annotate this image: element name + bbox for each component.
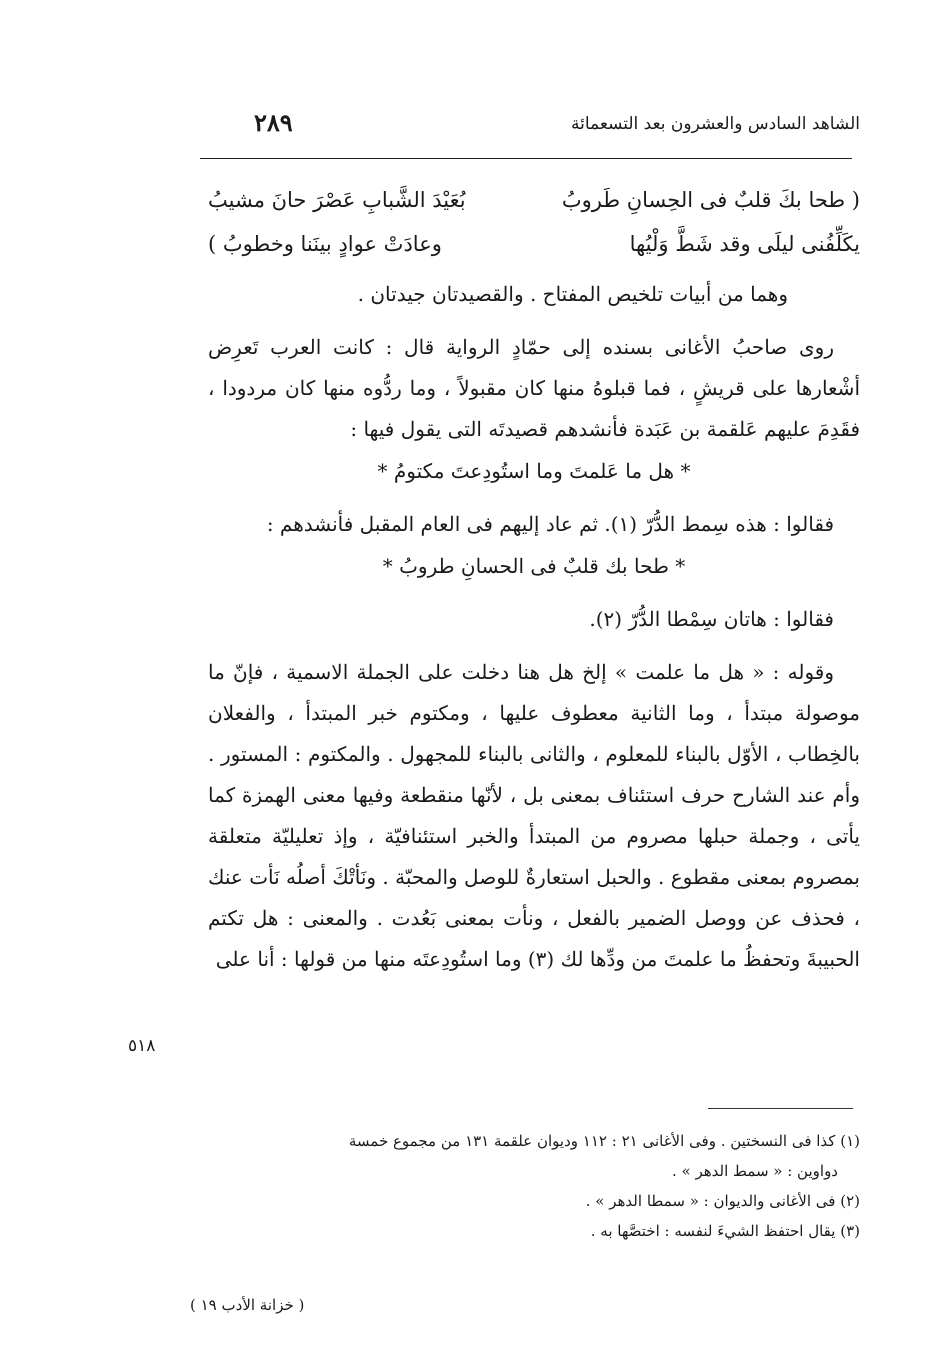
- footnotes: [200, 1126, 860, 1246]
- header-rule: [200, 158, 852, 159]
- footnote: (٢) فى الأغانى والديوان : « سمطا الدهر » .: [585, 1192, 860, 1210]
- main-text: [208, 178, 860, 980]
- paragraph: روى صاحبُ الأغانى بسنده إلى حمّادٍ الرواية قال : كانت العرب تَعرِض أشْعارها على قريشٍ ، فما قبلوهُ منها كان مقبولاً ، وما ردُّوه منها كان مردودا ، فقَدِمَ عليهم عَلقمة بن عَبَدة فأنشدهم قصيدتَه التى يقول فيها :: [208, 335, 860, 441]
- footnote-continuation: دواوين : « سمط الدهر » .: [672, 1162, 838, 1180]
- verse-line: [208, 222, 860, 266]
- page-number: ٢٨٩: [254, 108, 293, 137]
- margin-page-number: ٥١٨: [128, 1036, 156, 1056]
- verse-first-hemistich: ( طحا بكَ قلبٌ فى الحِسانِ طَروبُ: [561, 188, 860, 212]
- paragraph: فقالوا : هذه سِمط الدُّرّ (١). ثم عاد إليهم فى العام المقبل فأنشدهم :: [266, 512, 834, 536]
- spacer: [208, 492, 860, 504]
- verse-first-hemistich: يكَلِّفُنى ليلَى وقد شَطَّ وَلْيُها: [629, 232, 860, 256]
- paragraph: فقالوا : هاتان سِمْطا الدُّرّ (٢).: [589, 607, 834, 631]
- spacer: [208, 587, 860, 599]
- footnote: (٣) يقال احتفظ الشيءَ لنفسه : اختصَّها به .: [590, 1222, 860, 1240]
- verse-second-hemistich: بُعَيْدَ الشَّبابِ عَصْرَ حانَ مشيبُ: [208, 188, 466, 212]
- quoted-hemistich: * طحا بك قلبٌ فى الحسانِ طروبُ *: [382, 554, 686, 578]
- spacer: [208, 640, 860, 652]
- verse-line: [208, 178, 860, 222]
- paragraph: وهما من أبيات تلخيص المفتاح . والقصيدتان جيدتان .: [357, 282, 788, 306]
- page-header: [200, 108, 860, 148]
- footnote: (١) كذا فى النسختين . وفى الأغانى ٢١ : ١١٢ وديوان علقمة ١٣١ من مجموع خمسة: [348, 1132, 860, 1150]
- spacer: [208, 315, 860, 327]
- verse-second-hemistich: وعادَتْ عوادٍ بينَنا وخطوبُ ): [208, 232, 442, 256]
- paragraph: وقوله : « هل ما علمت » إلخ هل هنا دخلت على الجملة الاسمية ، فإنّ ما موصولة مبتدأ ، وما الثانية معطوف عليها ، ومكتوم خبر المبتدأ ، والفعلان بالخِطاب ، الأوّل بالبناء للمعلوم ، والثانى بالبناء للمجهول . والمكتوم : المستور . وأم عند الشارح حرف استئناف بمعنى بل ، لأنّها منقطعة وفيها معنى الهمزة كما يأتى ، وجملة حبلها مصروم من المبتدأ والخبر استئنافيّة ، وإذ تعليليّة متعلقة بمصروم بمعنى مقطوع . والحبل استعارةٌ للوصل والمحبّة . ونَأتْكَ أصلُه نَأت عنك ، فحذف عن ووصل الضمير بالفعل ، ونأت بمعنى بَعُدت . والمعنى : هل تكتم الحبيبةَ وتحفظُ ما علمتَ من ودِّها لك (٣) وما استُودِعتَه منها من قولها : أنا على: [208, 660, 860, 971]
- footnote-rule: [708, 1108, 853, 1109]
- quoted-hemistich: * هل ما عَلمتَ وما استُودِعتَ مكتومُ *: [377, 459, 691, 483]
- signature-mark: ( خزانة الأدب ١٩ ): [190, 1296, 305, 1314]
- running-title: الشاهد السادس والعشرون بعد التسعمائة: [571, 114, 860, 134]
